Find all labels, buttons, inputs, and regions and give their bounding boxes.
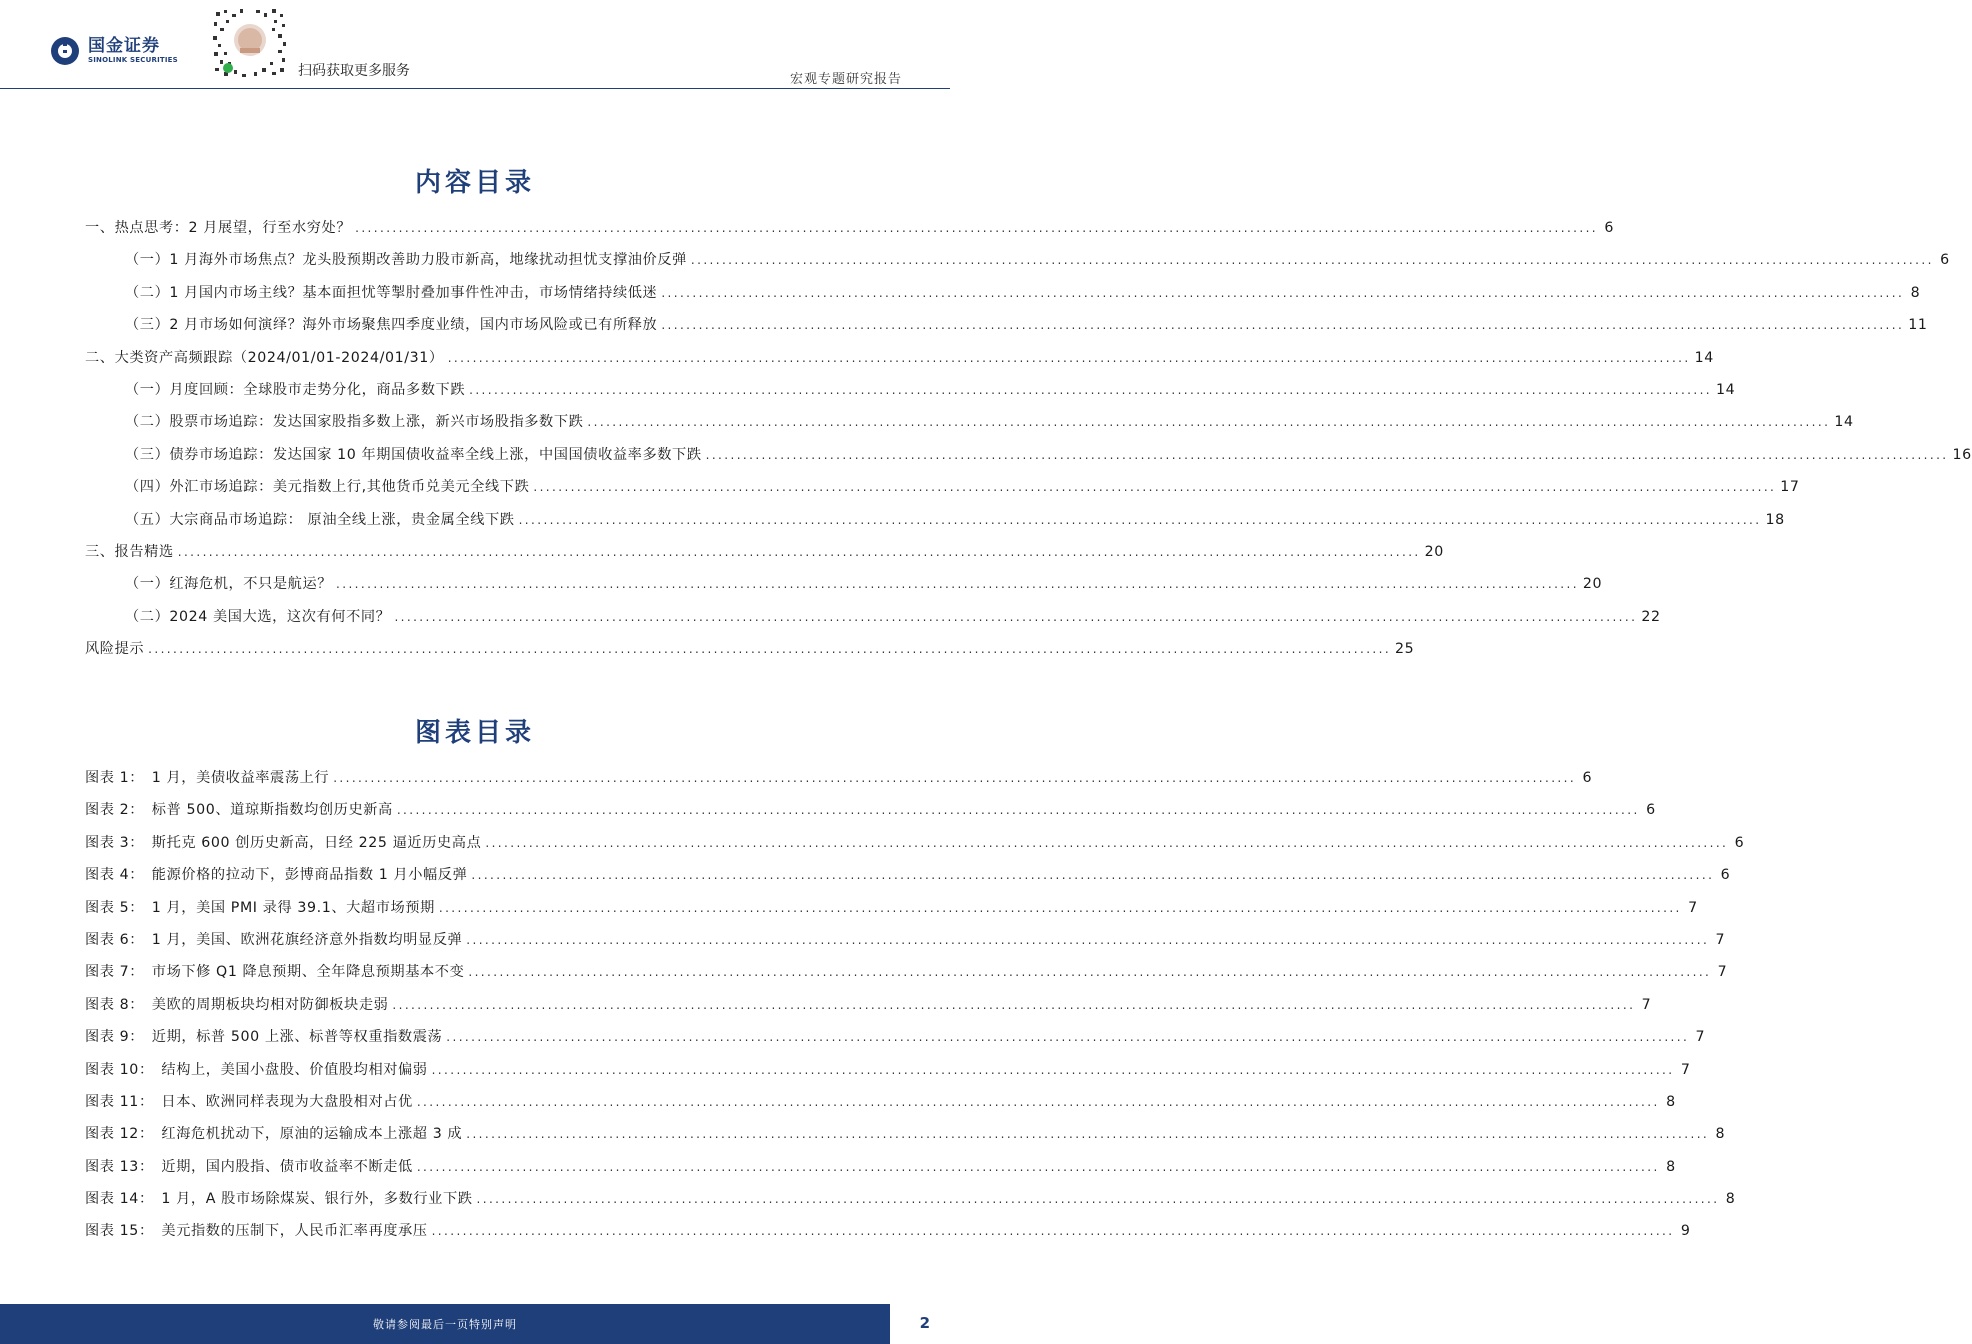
- figure-entry[interactable]: [85, 833, 1745, 865]
- dot-leader: ........................................................................................................................................................................................................: [394, 609, 1638, 624]
- toc-entry-page-number[interactable]: 11: [1908, 317, 1928, 334]
- dot-leader: ........................................................................................................................................................................................................: [690, 253, 1934, 268]
- toc-entry-title[interactable]: （三）2 月市场如何演绎？海外市场聚焦四季度业绩，国内市场风险或已有所释放: [125, 317, 658, 334]
- contents-list: [85, 218, 1972, 671]
- dot-leader: ........................................................................................................................................................................................................: [446, 1030, 1690, 1045]
- dot-leader: ........................................................................................................................................................................................................: [416, 1159, 1660, 1174]
- toc-entry-title[interactable]: 二、大类资产高频跟踪（2024/01/01-2024/01/31）: [85, 349, 444, 366]
- qr-code-icon[interactable]: [210, 6, 290, 80]
- toc-entry[interactable]: [85, 574, 1603, 606]
- footer-disclaimer[interactable]: 敬请参阅最后一页特别声明: [373, 1318, 517, 1331]
- figure-entry[interactable]: [85, 768, 1593, 800]
- toc-entry-title[interactable]: 风险提示: [85, 641, 145, 658]
- figure-entry-page-number[interactable]: 6: [1646, 802, 1656, 819]
- company-logo: [50, 36, 178, 66]
- figure-entry-title[interactable]: 图表 7： 市场下修 Q1 降息预期、全年降息预期基本不变: [85, 964, 465, 981]
- dot-leader: ........................................................................................................................................................................................................: [177, 544, 1421, 559]
- figure-entry-page-number[interactable]: 8: [1666, 1158, 1676, 1175]
- toc-entry-page-number[interactable]: 8: [1910, 284, 1921, 301]
- figure-entry-title[interactable]: 图表 4： 能源价格的拉动下，彭博商品指数 1 月小幅反弹: [85, 867, 468, 884]
- figures-title: 图表目录: [414, 718, 535, 748]
- dot-leader: ........................................................................................................................................................................................................: [661, 318, 1905, 333]
- dot-leader: ........................................................................................................................................................................................................: [661, 285, 1905, 300]
- dot-leader: ........................................................................................................................................................................................................: [476, 1192, 1720, 1207]
- toc-entry-title[interactable]: 一、热点思考：2 月展望，行至水穷处？: [85, 220, 352, 236]
- toc-entry-title[interactable]: （一）红海危机，不只是航运？: [125, 576, 333, 593]
- dot-leader: ........................................................................................................................................................................................................: [431, 1062, 1675, 1077]
- dot-leader: ........................................................................................................................................................................................................: [148, 642, 1392, 657]
- dot-leader: ........................................................................................................................................................................................................: [705, 447, 1949, 462]
- figure-entry-page-number[interactable]: 7: [1680, 1061, 1691, 1078]
- dot-leader: ........................................................................................................................................................................................................: [587, 415, 1831, 430]
- toc-entry[interactable]: [85, 250, 1950, 282]
- logo-chinese-name: 国金证券: [88, 36, 160, 56]
- figure-entry-page-number[interactable]: 6: [1734, 834, 1745, 851]
- figure-entry-page-number[interactable]: 9: [1680, 1223, 1691, 1240]
- figure-entry[interactable]: [85, 930, 1726, 962]
- figure-entry-page-number[interactable]: 8: [1715, 1126, 1726, 1143]
- toc-entry[interactable]: [85, 412, 1854, 444]
- figure-entry-page-number[interactable]: 8: [1725, 1191, 1736, 1208]
- figure-entry-page-number[interactable]: 7: [1688, 899, 1698, 916]
- dot-leader: ........................................................................................................................................................................................................: [333, 771, 1577, 785]
- figure-entry-page-number[interactable]: 8: [1666, 1093, 1676, 1110]
- figure-entry[interactable]: [85, 962, 1728, 994]
- figure-entry-page-number[interactable]: 7: [1695, 1029, 1706, 1046]
- figure-entry-title[interactable]: 图表 12： 红海危机扰动下，原油的运输成本上涨超 3 成: [85, 1126, 463, 1143]
- figure-entry-title[interactable]: 图表 8： 美欧的周期板块均相对防御板块走弱: [85, 996, 389, 1013]
- toc-entry[interactable]: [85, 315, 1928, 347]
- logo-english-name: SINOLINK SECURITIES: [88, 56, 178, 64]
- figure-entry[interactable]: [85, 1124, 1726, 1156]
- toc-entry-page-number[interactable]: 16: [1952, 446, 1972, 463]
- figure-entry[interactable]: [85, 1060, 1691, 1092]
- figure-entry-title[interactable]: 图表 3： 斯托克 600 创历史新高，日经 225 逼近历史高点: [85, 834, 482, 851]
- figure-entry-page-number[interactable]: 6: [1720, 867, 1731, 884]
- figure-entry-title[interactable]: 图表 5： 1 月，美国 PMI 录得 39.1、大超市场预期: [85, 899, 435, 916]
- toc-entry-title[interactable]: 三、报告精选: [85, 543, 174, 560]
- dot-leader: ........................................................................................................................................................................................................: [396, 803, 1640, 818]
- toc-entry-title[interactable]: （二）1 月国内市场主线？基本面担忧等掣肘叠加事件性冲击，市场情绪持续低迷: [125, 284, 658, 301]
- figure-entry-title[interactable]: 图表 9： 近期，标普 500 上涨、标普等权重指数震荡: [85, 1029, 443, 1046]
- toc-entry[interactable]: [85, 445, 1972, 477]
- scan-for-services-text: 扫码获取更多服务: [298, 63, 410, 79]
- dot-leader: ........................................................................................................................................................................................................: [336, 577, 1579, 592]
- figure-entry[interactable]: [85, 995, 1652, 1027]
- toc-entry-page-number[interactable]: 22: [1641, 608, 1661, 625]
- toc-entry[interactable]: [85, 348, 1714, 380]
- toc-entry[interactable]: [85, 607, 1661, 639]
- figure-entry-title[interactable]: 图表 13： 近期，国内股指、债市收益率不断走低: [85, 1158, 413, 1175]
- dot-leader: ........................................................................................................................................................................................................: [518, 512, 1762, 527]
- figure-entry[interactable]: [85, 898, 1698, 930]
- figure-entry-page-number[interactable]: 7: [1641, 996, 1652, 1013]
- dot-leader: ........................................................................................................................................................................................................: [468, 965, 1712, 980]
- toc-entry-page-number[interactable]: 18: [1765, 511, 1785, 528]
- dot-leader: ........................................................................................................................................................................................................: [466, 1127, 1710, 1142]
- toc-entry-page-number[interactable]: 25: [1395, 641, 1415, 658]
- toc-entry[interactable]: [85, 639, 1415, 671]
- header-divider: [0, 88, 950, 89]
- footer-bar: [0, 1304, 890, 1344]
- figure-entry[interactable]: [85, 1157, 1676, 1189]
- figure-entry-title[interactable]: 图表 15： 美元指数的压制下，人民币汇率再度承压: [85, 1223, 428, 1240]
- figures-list: [85, 768, 1745, 1254]
- toc-entry[interactable]: [85, 218, 1615, 250]
- toc-entry-page-number[interactable]: 17: [1780, 479, 1800, 496]
- dot-leader: ........................................................................................................................................................................................................: [438, 900, 1682, 915]
- toc-entry-title[interactable]: （三）债券市场追踪：发达国家 10 年期国债收益率全线上涨，中国国债收益率多数下跌: [125, 446, 702, 463]
- page-footer: [0, 1304, 950, 1344]
- toc-entry-title[interactable]: （四）外汇市场追踪：美元指数上行,其他货币兑美元全线下跌: [125, 479, 530, 496]
- figure-entry-title[interactable]: 图表 11： 日本、欧洲同样表现为大盘股相对占优: [85, 1093, 413, 1110]
- figure-entry-page-number[interactable]: 7: [1715, 931, 1726, 948]
- dot-leader: ........................................................................................................................................................................................................: [447, 350, 1691, 365]
- dot-leader: ........................................................................................................................................................................................................: [469, 382, 1713, 397]
- toc-entry[interactable]: [85, 283, 1921, 315]
- report-type-label: 宏观专题研究报告: [789, 72, 902, 87]
- toc-entry-title[interactable]: （五）大宗商品市场追踪： 原油全线上涨，贵金属全线下跌: [125, 511, 515, 528]
- toc-entry-page-number[interactable]: 14: [1716, 381, 1736, 398]
- toc-entry-page-number[interactable]: 6: [1604, 220, 1615, 236]
- page-header: [0, 0, 950, 90]
- toc-entry-title[interactable]: （二）2024 美国大选，这次有何不同？: [125, 608, 391, 625]
- dot-leader: ........................................................................................................................................................................................................: [416, 1094, 1660, 1109]
- contents-title: 内容目录: [414, 168, 535, 198]
- page-number: 2: [919, 1314, 930, 1332]
- toc-entry-page-number[interactable]: 14: [1694, 349, 1714, 366]
- toc-entry-page-number[interactable]: 6: [1940, 252, 1950, 269]
- toc-entry[interactable]: [85, 380, 1736, 412]
- figure-entry-title[interactable]: 图表 2： 标普 500、道琼斯指数均创历史新高: [85, 802, 393, 819]
- figure-entry[interactable]: [85, 1092, 1676, 1124]
- figure-entry-title[interactable]: 图表 14： 1 月，A 股市场除煤炭、银行外，多数行业下跌: [85, 1191, 473, 1208]
- dot-leader: ........................................................................................................................................................................................................: [533, 480, 1777, 495]
- figure-entry[interactable]: [85, 800, 1656, 832]
- toc-entry[interactable]: [85, 477, 1800, 509]
- toc-entry-title[interactable]: （一）1 月海外市场焦点？龙头股预期改善助力股市新高，地缘扰动担忧支撑油价反弹: [125, 252, 687, 269]
- figure-entry[interactable]: [85, 1221, 1691, 1253]
- figure-entry-title[interactable]: 图表 6： 1 月，美国、欧洲花旗经济意外指数均明显反弹: [85, 931, 463, 948]
- dot-leader: ........................................................................................................................................................................................................: [466, 932, 1710, 947]
- toc-entry-page-number[interactable]: 20: [1582, 576, 1603, 593]
- dot-leader: ........................................................................................................................................................................................................: [392, 997, 1636, 1012]
- toc-entry-page-number[interactable]: 14: [1834, 414, 1854, 431]
- figure-entry[interactable]: [85, 1189, 1736, 1221]
- dot-leader: ........................................................................................................................................................................................................: [355, 221, 1599, 235]
- logo-icon: [50, 36, 80, 66]
- toc-entry-page-number[interactable]: 20: [1424, 543, 1444, 560]
- toc-entry-title[interactable]: （二）股票市场追踪：发达国家股指多数上涨，新兴市场股指多数下跌: [125, 414, 584, 431]
- dot-leader: ........................................................................................................................................................................................................: [431, 1224, 1675, 1239]
- figure-entry-title[interactable]: 图表 1： 1 月，美债收益率震荡上行: [85, 770, 330, 786]
- figure-entry-page-number[interactable]: 7: [1717, 964, 1728, 981]
- toc-entry-title[interactable]: （一）月度回顾：全球股市走势分化，商品多数下跌: [125, 381, 466, 398]
- dot-leader: ........................................................................................................................................................................................................: [485, 835, 1729, 850]
- figure-entry[interactable]: [85, 865, 1731, 897]
- dot-leader: ........................................................................................................................................................................................................: [471, 868, 1715, 883]
- figure-entry[interactable]: [85, 1027, 1706, 1059]
- toc-entry[interactable]: [85, 510, 1785, 542]
- figure-entry-page-number[interactable]: 6: [1582, 770, 1593, 786]
- figure-entry-title[interactable]: 图表 10： 结构上，美国小盘股、价值股均相对偏弱: [85, 1061, 428, 1078]
- toc-entry[interactable]: [85, 542, 1444, 574]
